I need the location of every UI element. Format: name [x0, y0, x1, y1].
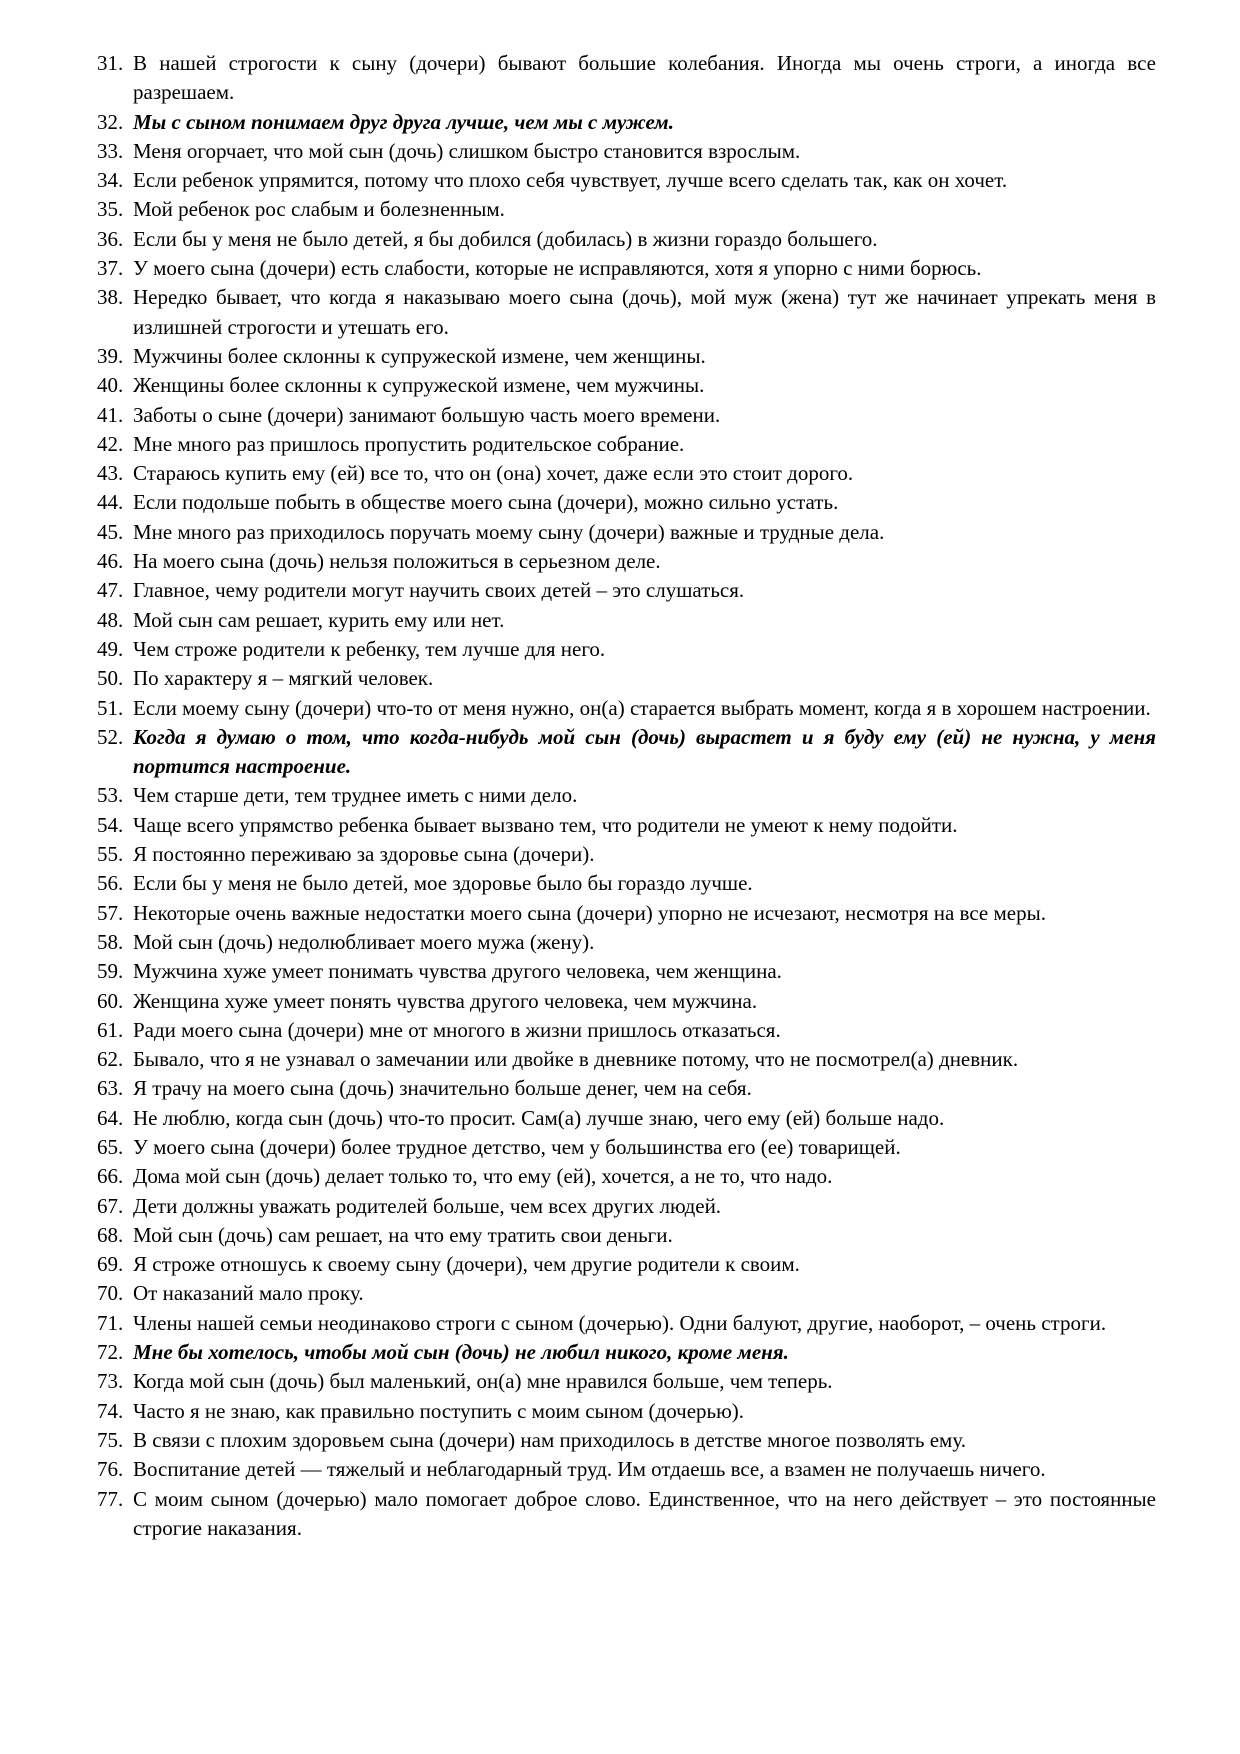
list-item [97, 225, 1156, 254]
item-number: 54. [97, 812, 124, 837]
item-text: Дома мой сын (дочь) делает только то, что ему (ей), хочется, а не то, что надо. [133, 1164, 833, 1189]
item-text: Дети должны уважать родителей больше, чем всех других людей. [133, 1193, 722, 1218]
item-text: Мне бы хотелось, чтобы мой сын (дочь) не любил никого, кроме меня. [133, 1340, 789, 1365]
item-text: От наказаний мало проку. [133, 1281, 364, 1306]
item-number: 72. [97, 1340, 124, 1365]
list-item [97, 1162, 1156, 1191]
item-number: 37. [97, 256, 124, 281]
list-item [97, 1192, 1156, 1221]
item-text: Бывало, что я не узнавал о замечании или двойке в дневнике потому, что не посмотрел(а) дневник. [133, 1047, 1019, 1072]
list-item [97, 694, 1156, 723]
list-item [97, 254, 1156, 283]
item-number: 62. [97, 1047, 124, 1072]
item-number: 71. [97, 1310, 124, 1335]
item-number: 49. [97, 636, 124, 661]
item-number: 64. [97, 1105, 124, 1130]
item-number: 75. [97, 1427, 124, 1452]
item-number: 52. [97, 724, 124, 749]
item-text: Женщины более склонны к супружеской измене, чем мужчины. [133, 373, 705, 398]
item-number: 76. [97, 1457, 124, 1482]
item-text: Когда мой сын (дочь) был маленький, он(а) мне нравился больше, чем теперь. [133, 1369, 833, 1394]
item-text: Стараюсь купить ему (ей) все то, что он (она) хочет, даже если это стоит дорого. [133, 461, 854, 486]
list-item [97, 195, 1156, 224]
item-number: 48. [97, 607, 124, 632]
list-item [97, 1045, 1156, 1074]
item-number: 74. [97, 1398, 124, 1423]
item-number: 31. [97, 51, 124, 75]
item-number: 68. [97, 1222, 124, 1247]
item-text: Чем строже родители к ребенку, тем лучше для него. [133, 636, 606, 661]
item-text: В нашей строгости к сыну (дочери) бывают большие колебания. Иногда мы очень строги, а иногда все разрешаем. [133, 51, 1156, 105]
item-number: 53. [97, 783, 124, 808]
item-number: 32. [97, 109, 124, 134]
item-text: Я строже отношусь к своему сыну (дочери), чем другие родители к своим. [133, 1252, 800, 1277]
item-text: Мы с сыном понимаем друг друга лучше, чем мы с мужем. [133, 109, 674, 134]
item-number: 59. [97, 959, 124, 984]
list-item [97, 166, 1156, 195]
list-item [97, 869, 1156, 898]
list-item [97, 401, 1156, 430]
item-number: 45. [97, 519, 124, 544]
item-number: 38. [97, 285, 124, 310]
item-number: 34. [97, 168, 124, 193]
list-item [97, 957, 1156, 986]
item-number: 39. [97, 343, 124, 368]
item-number: 56. [97, 871, 124, 896]
item-number: 47. [97, 578, 124, 603]
item-text: С моим сыном (дочерью) мало помогает доброе слово. Единственное, что на него действует – это постоянные строгие наказания. [133, 1486, 1156, 1540]
item-number: 43. [97, 461, 124, 486]
list-item [97, 1367, 1156, 1396]
list-item [97, 664, 1156, 693]
item-text: Если бы у меня не было детей, мое здоровье было бы гораздо лучше. [133, 871, 753, 896]
list-item [97, 781, 1156, 810]
item-number: 33. [97, 138, 124, 163]
item-text: Ради моего сына (дочери) мне от многого в жизни пришлось отказаться. [133, 1017, 781, 1042]
item-number: 58. [97, 929, 124, 954]
list-item [97, 1221, 1156, 1250]
item-text: Мужчины более склонны к супружеской измене, чем женщины. [133, 343, 706, 368]
item-text: Если моему сыну (дочери) что-то от меня нужно, он(а) старается выбрать момент, когда я в хорошем настроении. [133, 695, 1151, 720]
item-number: 44. [97, 490, 124, 515]
item-text: Некоторые очень важные недостатки моего сына (дочери) упорно не исчезают, несмотря на все меры. [133, 900, 1046, 925]
item-text: У моего сына (дочери) есть слабости, которые не исправляются, хотя я упорно с ними борюсь. [133, 256, 982, 281]
list-item [97, 518, 1156, 547]
questionnaire-list [97, 49, 1156, 1543]
item-number: 65. [97, 1134, 124, 1159]
list-item [97, 840, 1156, 869]
list-item [97, 342, 1156, 371]
list-item [97, 928, 1156, 957]
item-number: 67. [97, 1193, 124, 1218]
item-text: Я трачу на моего сына (дочь) значительно больше денег, чем на себя. [133, 1076, 752, 1101]
item-text: Воспитание детей — тяжелый и неблагодарный труд. Им отдаешь все, а взамен не получаешь ничего. [133, 1457, 1046, 1482]
item-text: Я постоянно переживаю за здоровье сына (дочери). [133, 842, 595, 867]
list-item [97, 1455, 1156, 1484]
list-item [97, 811, 1156, 840]
item-number: 36. [97, 226, 124, 251]
list-item [97, 430, 1156, 459]
item-text: По характеру я – мягкий человек. [133, 666, 434, 691]
item-number: 63. [97, 1076, 124, 1101]
item-number: 73. [97, 1369, 124, 1394]
item-number: 46. [97, 549, 124, 574]
item-text: Когда я думаю о том, что когда-нибудь мой сын (дочь) вырастет и я буду ему (ей) не нужна, у меня портится настроение. [133, 724, 1156, 779]
list-item [97, 1279, 1156, 1308]
item-text: Члены нашей семьи неодинаково строги с сыном (дочерью). Одни балуют, другие, наоборот, – очень строги. [133, 1310, 1107, 1335]
item-number: 50. [97, 666, 124, 691]
item-text: Мой сын (дочь) недолюбливает моего мужа (жену). [133, 929, 595, 954]
list-item [97, 576, 1156, 605]
item-number: 61. [97, 1017, 124, 1042]
item-text: Чем старше дети, тем труднее иметь с ними дело. [133, 783, 578, 808]
list-item [97, 1104, 1156, 1133]
list-item [97, 459, 1156, 488]
item-text: Если бы у меня не было детей, я бы добился (добилась) в жизни гораздо большего. [133, 226, 878, 251]
list-item [97, 1338, 1156, 1367]
item-text: Главное, чему родители могут научить своих детей – это слушаться. [133, 578, 745, 603]
list-item [97, 283, 1156, 342]
list-item [97, 723, 1156, 782]
list-item [97, 606, 1156, 635]
item-text: Женщина хуже умеет понять чувства другого человека, чем мужчина. [133, 988, 758, 1013]
item-number: 40. [97, 373, 124, 398]
item-text: Мой сын (дочь) сам решает, на что ему тратить свои деньги. [133, 1222, 673, 1247]
item-number: 51. [97, 695, 124, 720]
item-number: 41. [97, 402, 124, 427]
item-text: Мой ребенок рос слабым и болезненным. [133, 197, 505, 222]
item-text: Мне много раз приходилось поручать моему сыну (дочери) важные и трудные дела. [133, 519, 885, 544]
list-item [97, 1309, 1156, 1338]
item-text: Нередко бывает, что когда я наказываю моего сына (дочь), мой муж (жена) тут же начинает упрекать меня в излишней строгости и утешать его. [133, 285, 1156, 339]
item-number: 77. [97, 1486, 124, 1511]
list-item [97, 1426, 1156, 1455]
list-item [97, 1485, 1156, 1544]
item-number: 66. [97, 1164, 124, 1189]
item-text: На моего сына (дочь) нельзя положиться в серьезном деле. [133, 549, 661, 574]
list-item [97, 1074, 1156, 1103]
item-number: 57. [97, 900, 124, 925]
list-item [97, 49, 1156, 108]
item-number: 70. [97, 1281, 124, 1306]
list-item [97, 1016, 1156, 1045]
item-text: Часто я не знаю, как правильно поступить с моим сыном (дочерью). [133, 1398, 745, 1423]
list-item [97, 987, 1156, 1016]
item-text: Не люблю, когда сын (дочь) что-то просит. Сам(а) лучше знаю, чего ему (ей) больше надо. [133, 1105, 945, 1130]
list-item [97, 1133, 1156, 1162]
item-text: У моего сына (дочери) более трудное детство, чем у большинства его (ее) товарищей. [133, 1134, 901, 1159]
list-item [97, 635, 1156, 664]
item-text: Чаще всего упрямство ребенка бывает вызвано тем, что родители не умеют к нему подойти. [133, 812, 958, 837]
list-item [97, 547, 1156, 576]
item-text: Если подольше побыть в обществе моего сына (дочери), можно сильно устать. [133, 490, 839, 515]
list-item [97, 371, 1156, 400]
list-item [97, 899, 1156, 928]
item-text: Мужчина хуже умеет понимать чувства другого человека, чем женщина. [133, 959, 782, 984]
item-number: 60. [97, 988, 124, 1013]
item-number: 35. [97, 197, 124, 222]
item-number: 55. [97, 842, 124, 867]
item-text: Мой сын сам решает, курить ему или нет. [133, 607, 505, 632]
list-item [97, 1250, 1156, 1279]
item-number: 42. [97, 431, 124, 456]
list-item [97, 1397, 1156, 1426]
item-number: 69. [97, 1252, 124, 1277]
item-text: Заботы о сыне (дочери) занимают большую часть моего времени. [133, 402, 721, 427]
list-item [97, 488, 1156, 517]
list-item [97, 137, 1156, 166]
item-text: Меня огорчает, что мой сын (дочь) слишком быстро становится взрослым. [133, 138, 801, 163]
item-text: Если ребенок упрямится, потому что плохо себя чувствует, лучше всего сделать так, как он хочет. [133, 168, 1008, 193]
item-text: В связи с плохим здоровьем сына (дочери) нам приходилось в детстве многое позволять ему. [133, 1427, 966, 1452]
list-item [97, 108, 1156, 137]
item-text: Мне много раз пришлось пропустить родительское собрание. [133, 431, 685, 456]
